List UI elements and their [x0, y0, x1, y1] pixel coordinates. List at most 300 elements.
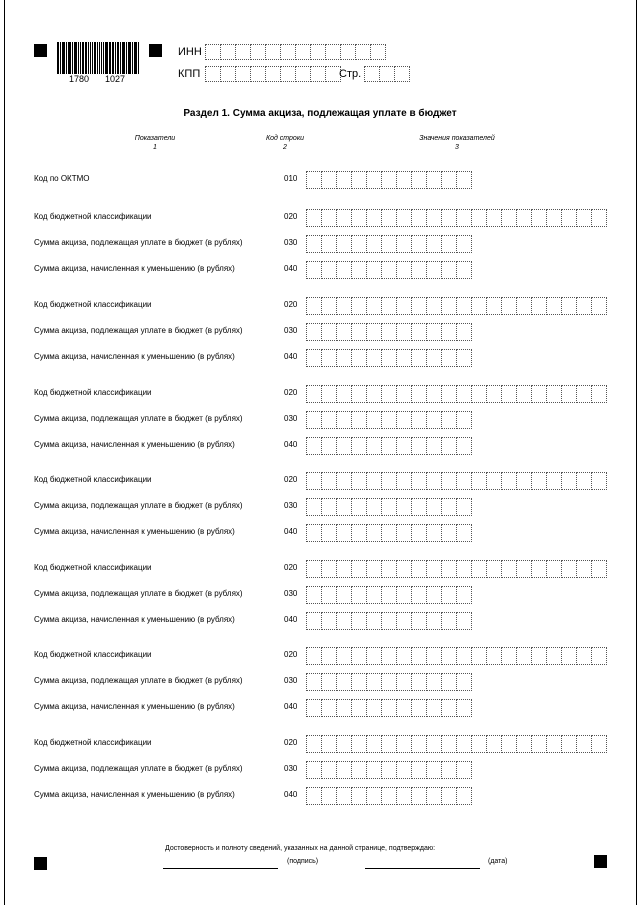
input-cell[interactable]: [427, 437, 442, 455]
input-cell[interactable]: [457, 472, 472, 490]
input-cell[interactable]: [337, 612, 352, 630]
input-cell[interactable]: [562, 735, 577, 753]
input-cell[interactable]: [367, 524, 382, 542]
input-cell[interactable]: [352, 498, 367, 516]
input-cell[interactable]: [306, 586, 322, 604]
input-cell[interactable]: [547, 735, 562, 753]
input-cell[interactable]: [412, 472, 427, 490]
input-cell[interactable]: [472, 647, 487, 665]
input-cell[interactable]: [337, 411, 352, 429]
input-cell[interactable]: [487, 735, 502, 753]
input-cell[interactable]: [577, 735, 592, 753]
input-cell[interactable]: [322, 261, 337, 279]
input-cell[interactable]: [337, 498, 352, 516]
input-cell[interactable]: [427, 586, 442, 604]
input-cell[interactable]: [442, 323, 457, 341]
input-cell[interactable]: [547, 209, 562, 227]
input-cell[interactable]: [397, 524, 412, 542]
input-cell[interactable]: [412, 586, 427, 604]
input-cell[interactable]: [547, 560, 562, 578]
input-cell[interactable]: [412, 673, 427, 691]
input-cell[interactable]: [517, 472, 532, 490]
input-cell[interactable]: [502, 297, 517, 315]
input-cell[interactable]: [412, 297, 427, 315]
input-cell[interactable]: [306, 612, 322, 630]
input-cell[interactable]: [442, 560, 457, 578]
kbk-field-1[interactable]: [306, 209, 607, 227]
input-cell[interactable]: [427, 560, 442, 578]
input-cell[interactable]: [562, 385, 577, 403]
input-cell[interactable]: [382, 349, 397, 367]
input-cell[interactable]: [427, 524, 442, 542]
tax-reduce-field-6[interactable]: [306, 699, 472, 717]
input-cell[interactable]: [382, 560, 397, 578]
input-cell[interactable]: [442, 297, 457, 315]
input-cell[interactable]: [412, 411, 427, 429]
kbk-field-7[interactable]: [306, 735, 607, 753]
input-cell[interactable]: [487, 209, 502, 227]
input-cell[interactable]: [397, 235, 412, 253]
input-cell[interactable]: [205, 66, 221, 82]
input-cell[interactable]: [352, 411, 367, 429]
input-cell[interactable]: [502, 735, 517, 753]
input-cell[interactable]: [306, 261, 322, 279]
input-cell[interactable]: [442, 411, 457, 429]
input-cell[interactable]: [337, 735, 352, 753]
input-cell[interactable]: [367, 411, 382, 429]
input-cell[interactable]: [412, 261, 427, 279]
input-cell[interactable]: [306, 323, 322, 341]
input-cell[interactable]: [397, 411, 412, 429]
input-cell[interactable]: [427, 647, 442, 665]
input-cell[interactable]: [382, 699, 397, 717]
input-cell[interactable]: [427, 385, 442, 403]
input-cell[interactable]: [547, 297, 562, 315]
input-cell[interactable]: [457, 261, 472, 279]
input-cell[interactable]: [306, 171, 322, 189]
input-cell[interactable]: [371, 44, 386, 60]
input-cell[interactable]: [412, 437, 427, 455]
tax-reduce-field-4[interactable]: [306, 524, 472, 542]
input-cell[interactable]: [306, 560, 322, 578]
input-cell[interactable]: [306, 437, 322, 455]
input-cell[interactable]: [352, 209, 367, 227]
input-cell[interactable]: [337, 209, 352, 227]
input-cell[interactable]: [592, 297, 607, 315]
input-cell[interactable]: [322, 297, 337, 315]
input-cell[interactable]: [427, 349, 442, 367]
input-cell[interactable]: [326, 44, 341, 60]
input-cell[interactable]: [457, 323, 472, 341]
input-cell[interactable]: [412, 612, 427, 630]
input-cell[interactable]: [577, 560, 592, 578]
input-cell[interactable]: [337, 560, 352, 578]
input-cell[interactable]: [352, 297, 367, 315]
input-cell[interactable]: [397, 385, 412, 403]
input-cell[interactable]: [577, 385, 592, 403]
input-cell[interactable]: [427, 498, 442, 516]
input-cell[interactable]: [457, 735, 472, 753]
input-cell[interactable]: [311, 66, 326, 82]
input-cell[interactable]: [322, 560, 337, 578]
tax-due-field-6[interactable]: [306, 673, 472, 691]
input-cell[interactable]: [382, 524, 397, 542]
input-cell[interactable]: [306, 498, 322, 516]
tax-reduce-field-1[interactable]: [306, 261, 472, 279]
input-cell[interactable]: [367, 171, 382, 189]
input-cell[interactable]: [352, 524, 367, 542]
input-cell[interactable]: [457, 647, 472, 665]
kbk-field-5[interactable]: [306, 560, 607, 578]
input-cell[interactable]: [306, 297, 322, 315]
input-cell[interactable]: [442, 349, 457, 367]
input-cell[interactable]: [427, 699, 442, 717]
input-cell[interactable]: [367, 385, 382, 403]
input-cell[interactable]: [236, 44, 251, 60]
input-cell[interactable]: [592, 385, 607, 403]
input-cell[interactable]: [382, 297, 397, 315]
input-cell[interactable]: [367, 735, 382, 753]
input-cell[interactable]: [322, 411, 337, 429]
input-cell[interactable]: [397, 437, 412, 455]
input-cell[interactable]: [442, 647, 457, 665]
input-cell[interactable]: [427, 171, 442, 189]
input-cell[interactable]: [352, 323, 367, 341]
input-cell[interactable]: [306, 209, 322, 227]
input-cell[interactable]: [382, 261, 397, 279]
input-cell[interactable]: [367, 297, 382, 315]
input-cell[interactable]: [517, 647, 532, 665]
input-cell[interactable]: [221, 44, 236, 60]
input-cell[interactable]: [502, 209, 517, 227]
input-cell[interactable]: [382, 437, 397, 455]
input-cell[interactable]: [322, 171, 337, 189]
input-cell[interactable]: [472, 209, 487, 227]
inn-field[interactable]: [205, 44, 386, 60]
input-cell[interactable]: [442, 586, 457, 604]
input-cell[interactable]: [412, 171, 427, 189]
oktmo-field[interactable]: [306, 171, 472, 189]
input-cell[interactable]: [322, 647, 337, 665]
input-cell[interactable]: [322, 524, 337, 542]
input-cell[interactable]: [397, 787, 412, 805]
input-cell[interactable]: [337, 385, 352, 403]
input-cell[interactable]: [367, 235, 382, 253]
input-cell[interactable]: [367, 498, 382, 516]
input-cell[interactable]: [352, 699, 367, 717]
input-cell[interactable]: [367, 647, 382, 665]
input-cell[interactable]: [382, 235, 397, 253]
input-cell[interactable]: [337, 586, 352, 604]
input-cell[interactable]: [532, 647, 547, 665]
input-cell[interactable]: [266, 66, 281, 82]
input-cell[interactable]: [442, 787, 457, 805]
input-cell[interactable]: [457, 349, 472, 367]
input-cell[interactable]: [337, 297, 352, 315]
input-cell[interactable]: [337, 437, 352, 455]
input-cell[interactable]: [382, 761, 397, 779]
input-cell[interactable]: [397, 560, 412, 578]
input-cell[interactable]: [251, 66, 266, 82]
input-cell[interactable]: [382, 612, 397, 630]
input-cell[interactable]: [412, 647, 427, 665]
input-cell[interactable]: [382, 171, 397, 189]
input-cell[interactable]: [427, 411, 442, 429]
input-cell[interactable]: [427, 261, 442, 279]
input-cell[interactable]: [427, 209, 442, 227]
input-cell[interactable]: [397, 323, 412, 341]
input-cell[interactable]: [457, 761, 472, 779]
input-cell[interactable]: [397, 297, 412, 315]
input-cell[interactable]: [427, 297, 442, 315]
input-cell[interactable]: [281, 66, 296, 82]
input-cell[interactable]: [281, 44, 296, 60]
input-cell[interactable]: [352, 261, 367, 279]
input-cell[interactable]: [532, 209, 547, 227]
input-cell[interactable]: [337, 647, 352, 665]
tax-due-field-3[interactable]: [306, 411, 472, 429]
input-cell[interactable]: [412, 323, 427, 341]
input-cell[interactable]: [337, 235, 352, 253]
input-cell[interactable]: [352, 673, 367, 691]
input-cell[interactable]: [502, 560, 517, 578]
input-cell[interactable]: [356, 44, 371, 60]
input-cell[interactable]: [457, 560, 472, 578]
input-cell[interactable]: [382, 411, 397, 429]
input-cell[interactable]: [577, 647, 592, 665]
input-cell[interactable]: [442, 235, 457, 253]
input-cell[interactable]: [577, 209, 592, 227]
input-cell[interactable]: [341, 44, 356, 60]
input-cell[interactable]: [367, 586, 382, 604]
input-cell[interactable]: [472, 560, 487, 578]
input-cell[interactable]: [412, 498, 427, 516]
input-cell[interactable]: [412, 209, 427, 227]
input-cell[interactable]: [517, 297, 532, 315]
kbk-field-3[interactable]: [306, 385, 607, 403]
input-cell[interactable]: [352, 647, 367, 665]
input-cell[interactable]: [547, 472, 562, 490]
input-cell[interactable]: [382, 385, 397, 403]
input-cell[interactable]: [367, 673, 382, 691]
input-cell[interactable]: [382, 323, 397, 341]
input-cell[interactable]: [236, 66, 251, 82]
input-cell[interactable]: [367, 323, 382, 341]
input-cell[interactable]: [592, 735, 607, 753]
input-cell[interactable]: [306, 647, 322, 665]
input-cell[interactable]: [382, 735, 397, 753]
kbk-field-2[interactable]: [306, 297, 607, 315]
input-cell[interactable]: [487, 297, 502, 315]
input-cell[interactable]: [457, 787, 472, 805]
input-cell[interactable]: [592, 472, 607, 490]
input-cell[interactable]: [472, 735, 487, 753]
input-cell[interactable]: [382, 787, 397, 805]
input-cell[interactable]: [427, 761, 442, 779]
input-cell[interactable]: [337, 261, 352, 279]
input-cell[interactable]: [367, 261, 382, 279]
input-cell[interactable]: [221, 66, 236, 82]
tax-due-field-5[interactable]: [306, 586, 472, 604]
input-cell[interactable]: [397, 498, 412, 516]
input-cell[interactable]: [367, 761, 382, 779]
input-cell[interactable]: [352, 171, 367, 189]
input-cell[interactable]: [442, 699, 457, 717]
input-cell[interactable]: [306, 761, 322, 779]
kpp-field[interactable]: [205, 66, 341, 82]
input-cell[interactable]: [592, 209, 607, 227]
input-cell[interactable]: [337, 673, 352, 691]
input-cell[interactable]: [397, 735, 412, 753]
input-cell[interactable]: [517, 735, 532, 753]
input-cell[interactable]: [442, 761, 457, 779]
input-cell[interactable]: [472, 385, 487, 403]
input-cell[interactable]: [296, 44, 311, 60]
input-cell[interactable]: [367, 472, 382, 490]
signature-line[interactable]: [163, 868, 278, 869]
tax-due-field-1[interactable]: [306, 235, 472, 253]
input-cell[interactable]: [502, 472, 517, 490]
input-cell[interactable]: [367, 209, 382, 227]
input-cell[interactable]: [251, 44, 266, 60]
input-cell[interactable]: [397, 699, 412, 717]
input-cell[interactable]: [306, 385, 322, 403]
input-cell[interactable]: [592, 560, 607, 578]
input-cell[interactable]: [427, 612, 442, 630]
input-cell[interactable]: [442, 437, 457, 455]
input-cell[interactable]: [577, 472, 592, 490]
input-cell[interactable]: [322, 349, 337, 367]
kbk-field-4[interactable]: [306, 472, 607, 490]
input-cell[interactable]: [457, 385, 472, 403]
input-cell[interactable]: [427, 735, 442, 753]
input-cell[interactable]: [457, 437, 472, 455]
input-cell[interactable]: [427, 472, 442, 490]
input-cell[interactable]: [322, 735, 337, 753]
input-cell[interactable]: [472, 472, 487, 490]
input-cell[interactable]: [367, 437, 382, 455]
input-cell[interactable]: [367, 699, 382, 717]
input-cell[interactable]: [502, 385, 517, 403]
input-cell[interactable]: [322, 498, 337, 516]
input-cell[interactable]: [352, 472, 367, 490]
input-cell[interactable]: [322, 209, 337, 227]
input-cell[interactable]: [352, 735, 367, 753]
input-cell[interactable]: [427, 787, 442, 805]
input-cell[interactable]: [367, 612, 382, 630]
input-cell[interactable]: [322, 673, 337, 691]
input-cell[interactable]: [364, 66, 380, 82]
input-cell[interactable]: [547, 647, 562, 665]
page-number-field[interactable]: [364, 66, 410, 82]
input-cell[interactable]: [562, 647, 577, 665]
input-cell[interactable]: [306, 524, 322, 542]
input-cell[interactable]: [457, 171, 472, 189]
input-cell[interactable]: [487, 385, 502, 403]
input-cell[interactable]: [337, 761, 352, 779]
input-cell[interactable]: [337, 472, 352, 490]
input-cell[interactable]: [306, 699, 322, 717]
input-cell[interactable]: [517, 385, 532, 403]
input-cell[interactable]: [367, 560, 382, 578]
input-cell[interactable]: [472, 297, 487, 315]
input-cell[interactable]: [517, 209, 532, 227]
input-cell[interactable]: [352, 560, 367, 578]
input-cell[interactable]: [397, 673, 412, 691]
date-line[interactable]: [365, 868, 480, 869]
tax-due-field-4[interactable]: [306, 498, 472, 516]
input-cell[interactable]: [367, 787, 382, 805]
input-cell[interactable]: [442, 735, 457, 753]
input-cell[interactable]: [442, 209, 457, 227]
input-cell[interactable]: [306, 787, 322, 805]
input-cell[interactable]: [412, 699, 427, 717]
input-cell[interactable]: [502, 647, 517, 665]
input-cell[interactable]: [412, 560, 427, 578]
input-cell[interactable]: [322, 699, 337, 717]
input-cell[interactable]: [266, 44, 281, 60]
input-cell[interactable]: [532, 385, 547, 403]
input-cell[interactable]: [532, 560, 547, 578]
input-cell[interactable]: [322, 612, 337, 630]
input-cell[interactable]: [306, 472, 322, 490]
input-cell[interactable]: [562, 472, 577, 490]
input-cell[interactable]: [412, 735, 427, 753]
input-cell[interactable]: [337, 323, 352, 341]
input-cell[interactable]: [562, 209, 577, 227]
input-cell[interactable]: [306, 235, 322, 253]
input-cell[interactable]: [322, 235, 337, 253]
input-cell[interactable]: [337, 349, 352, 367]
input-cell[interactable]: [577, 297, 592, 315]
input-cell[interactable]: [442, 261, 457, 279]
input-cell[interactable]: [457, 498, 472, 516]
input-cell[interactable]: [382, 498, 397, 516]
input-cell[interactable]: [457, 612, 472, 630]
input-cell[interactable]: [562, 560, 577, 578]
tax-due-field-2[interactable]: [306, 323, 472, 341]
tax-reduce-field-2[interactable]: [306, 349, 472, 367]
input-cell[interactable]: [457, 411, 472, 429]
input-cell[interactable]: [397, 171, 412, 189]
input-cell[interactable]: [322, 385, 337, 403]
input-cell[interactable]: [412, 787, 427, 805]
input-cell[interactable]: [311, 44, 326, 60]
input-cell[interactable]: [397, 209, 412, 227]
input-cell[interactable]: [412, 385, 427, 403]
input-cell[interactable]: [412, 349, 427, 367]
input-cell[interactable]: [397, 261, 412, 279]
input-cell[interactable]: [547, 385, 562, 403]
input-cell[interactable]: [442, 673, 457, 691]
input-cell[interactable]: [337, 524, 352, 542]
tax-reduce-field-5[interactable]: [306, 612, 472, 630]
input-cell[interactable]: [457, 297, 472, 315]
input-cell[interactable]: [442, 498, 457, 516]
input-cell[interactable]: [352, 235, 367, 253]
input-cell[interactable]: [382, 472, 397, 490]
input-cell[interactable]: [337, 787, 352, 805]
input-cell[interactable]: [562, 297, 577, 315]
input-cell[interactable]: [306, 411, 322, 429]
input-cell[interactable]: [487, 647, 502, 665]
input-cell[interactable]: [487, 560, 502, 578]
input-cell[interactable]: [337, 171, 352, 189]
input-cell[interactable]: [322, 761, 337, 779]
input-cell[interactable]: [487, 472, 502, 490]
input-cell[interactable]: [442, 472, 457, 490]
input-cell[interactable]: [397, 612, 412, 630]
